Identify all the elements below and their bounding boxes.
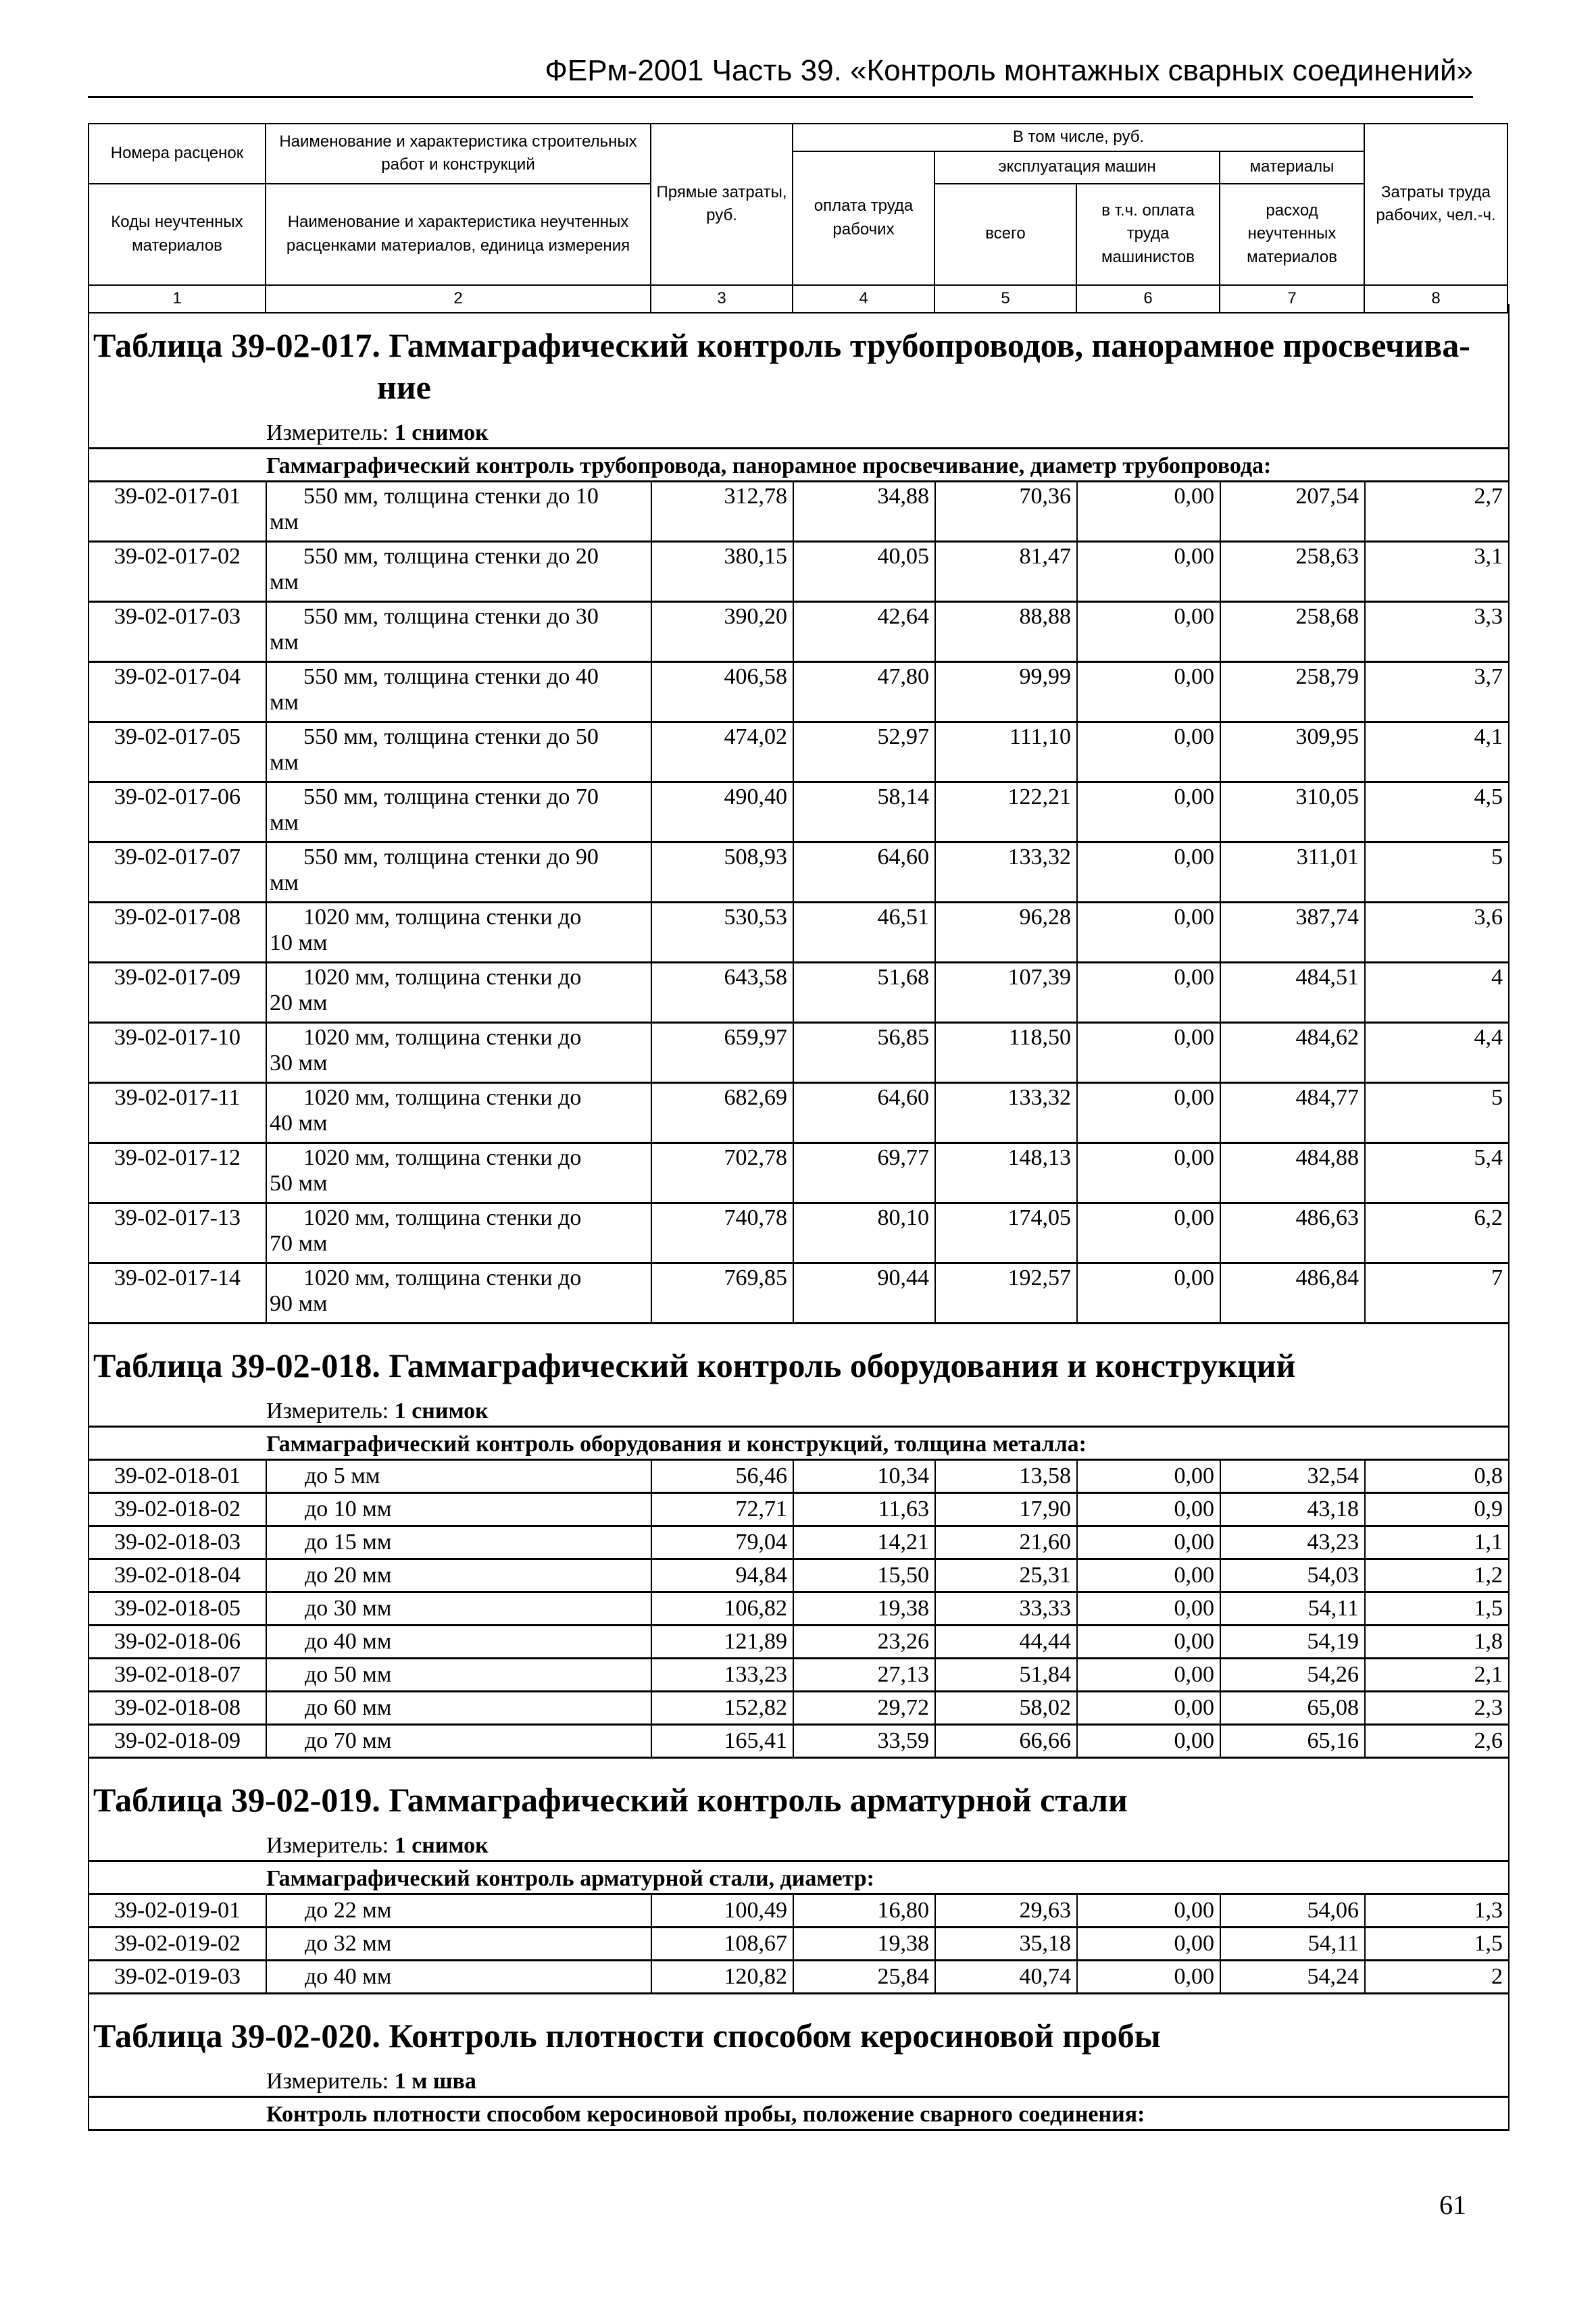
value-hours: 4 (1365, 963, 1508, 1023)
table-row (89, 482, 1508, 542)
table-row (89, 1461, 1508, 1493)
value-labor: 19,38 (793, 1592, 935, 1626)
table-row (89, 542, 1508, 602)
value-mach: 118,50 (935, 1023, 1077, 1083)
value-hours: 1,8 (1365, 1626, 1508, 1659)
value-driver: 0,00 (1077, 963, 1220, 1023)
value-labor: 29,72 (793, 1692, 935, 1725)
work-description: 550 мм, толщина стенки до 20 мм (266, 542, 651, 602)
value-labor: 58,14 (793, 782, 935, 842)
page-number: 61 (1439, 2190, 1466, 2220)
group-heading: Контроль плотности способом керосиновой пробы, положение сварного соединения: (89, 2098, 1508, 2131)
value-hours: 4,5 (1365, 782, 1508, 842)
value-mach: 40,74 (935, 1961, 1077, 1994)
value-direct: 659,97 (651, 1023, 793, 1083)
value-direct: 121,89 (651, 1626, 793, 1659)
value-mach: 192,57 (935, 1263, 1077, 1324)
value-driver: 0,00 (1077, 1559, 1220, 1592)
value-driver: 0,00 (1077, 1526, 1220, 1559)
value-driver: 0,00 (1077, 1143, 1220, 1203)
value-driver: 0,00 (1077, 1626, 1220, 1659)
rate-code: 39-02-018-01 (89, 1461, 266, 1493)
value-mach: 133,32 (935, 842, 1077, 903)
value-labor: 27,13 (793, 1659, 935, 1692)
value-hours: 1,5 (1365, 1592, 1508, 1626)
value-direct: 100,49 (651, 1895, 793, 1928)
value-mat: 484,77 (1220, 1083, 1365, 1143)
header-col4: оплата труда рабочих (793, 151, 934, 285)
table-row (89, 1203, 1508, 1263)
table-row (89, 1143, 1508, 1203)
value-mach: 66,66 (935, 1725, 1077, 1758)
value-labor: 52,97 (793, 722, 935, 782)
value-mach: 96,28 (935, 903, 1077, 963)
header-col2-bottom: Наименование и характеристика неучтенных расценками материалов, единица измерения (266, 184, 651, 285)
group-heading: Гаммаграфический контроль трубопровода, панорамное просвечивание, диаметр трубопровода: (89, 449, 1508, 482)
value-hours: 6,2 (1365, 1203, 1508, 1263)
work-description: до 5 мм (266, 1461, 651, 1493)
value-direct: 312,78 (651, 482, 793, 542)
table-row (89, 1928, 1508, 1961)
value-labor: 19,38 (793, 1928, 935, 1961)
rate-code: 39-02-017-03 (89, 602, 266, 662)
work-description: до 30 мм (266, 1592, 651, 1626)
work-description: 1020 мм, толщина стенки до 70 мм (266, 1203, 651, 1263)
value-driver: 0,00 (1077, 1263, 1220, 1324)
work-description: 1020 мм, толщина стенки до 30 мм (266, 1023, 651, 1083)
header-number: 8 (1364, 285, 1507, 313)
value-mat: 43,23 (1220, 1526, 1365, 1559)
value-driver: 0,00 (1077, 482, 1220, 542)
value-hours: 7 (1365, 1263, 1508, 1324)
value-labor: 16,80 (793, 1895, 935, 1928)
table-39-02-018 (89, 1324, 1508, 1759)
rate-code: 39-02-017-13 (89, 1203, 266, 1263)
value-hours: 3,7 (1365, 662, 1508, 722)
value-mach: 81,47 (935, 542, 1077, 602)
work-description: 550 мм, толщина стенки до 70 мм (266, 782, 651, 842)
rate-code: 39-02-017-14 (89, 1263, 266, 1324)
header-col2-top: Наименование и характеристика строительных работ и конструкций (266, 124, 651, 184)
table-row (89, 1961, 1508, 1994)
value-mach: 29,63 (935, 1895, 1077, 1928)
meter-line: Измеритель: 1 снимок (89, 408, 1508, 449)
header-col1-top: Номера расценок (89, 124, 266, 184)
value-hours: 5 (1365, 1083, 1508, 1143)
value-mach: 174,05 (935, 1203, 1077, 1263)
group-heading: Гаммаграфический контроль арматурной стали, диаметр: (89, 1862, 1508, 1895)
value-driver: 0,00 (1077, 782, 1220, 842)
table-row (89, 782, 1508, 842)
value-labor: 23,26 (793, 1626, 935, 1659)
value-hours: 0,8 (1365, 1461, 1508, 1493)
value-labor: 47,80 (793, 662, 935, 722)
table-row (89, 1263, 1508, 1324)
table-row (89, 1659, 1508, 1692)
header-col7: расход неучтенных материалов (1220, 184, 1364, 285)
table-row (89, 842, 1508, 903)
tables-body (88, 304, 1510, 2131)
header-col1-bottom: Коды неучтенных материалов (89, 184, 266, 285)
value-driver: 0,00 (1077, 602, 1220, 662)
value-direct: 94,84 (651, 1559, 793, 1592)
value-driver: 0,00 (1077, 1493, 1220, 1526)
rates-table (89, 1895, 1508, 1994)
value-driver: 0,00 (1077, 662, 1220, 722)
value-driver: 0,00 (1077, 1083, 1220, 1143)
value-mach: 51,84 (935, 1659, 1077, 1692)
value-hours: 2,3 (1365, 1692, 1508, 1725)
table-row (89, 1692, 1508, 1725)
value-mat: 54,24 (1220, 1961, 1365, 1994)
value-mach: 17,90 (935, 1493, 1077, 1526)
value-direct: 380,15 (651, 542, 793, 602)
value-hours: 2,1 (1365, 1659, 1508, 1692)
value-mat: 32,54 (1220, 1461, 1365, 1493)
value-mach: 122,21 (935, 782, 1077, 842)
table-row (89, 1592, 1508, 1626)
header-number: 3 (651, 285, 793, 313)
table-row (89, 1083, 1508, 1143)
value-mach: 13,58 (935, 1461, 1077, 1493)
rate-code: 39-02-018-07 (89, 1659, 266, 1692)
table-row (89, 662, 1508, 722)
work-description: до 22 мм (266, 1895, 651, 1928)
running-head: ФЕРм-2001 Часть 39. «Контроль монтажных сварных соединений» (88, 54, 1473, 98)
rate-code: 39-02-017-12 (89, 1143, 266, 1203)
rate-code: 39-02-017-07 (89, 842, 266, 903)
value-labor: 42,64 (793, 602, 935, 662)
work-description: 550 мм, толщина стенки до 50 мм (266, 722, 651, 782)
work-description: до 20 мм (266, 1559, 651, 1592)
value-mat: 486,63 (1220, 1203, 1365, 1263)
value-driver: 0,00 (1077, 1461, 1220, 1493)
value-direct: 79,04 (651, 1526, 793, 1559)
value-direct: 508,93 (651, 842, 793, 903)
value-mach: 148,13 (935, 1143, 1077, 1203)
value-mach: 44,44 (935, 1626, 1077, 1659)
value-driver: 0,00 (1077, 722, 1220, 782)
value-mat: 486,84 (1220, 1263, 1365, 1324)
work-description: 1020 мм, толщина стенки до 20 мм (266, 963, 651, 1023)
rate-code: 39-02-017-11 (89, 1083, 266, 1143)
value-driver: 0,00 (1077, 1659, 1220, 1692)
value-hours: 3,1 (1365, 542, 1508, 602)
rate-code: 39-02-018-06 (89, 1626, 266, 1659)
value-labor: 80,10 (793, 1203, 935, 1263)
rate-code: 39-02-018-02 (89, 1493, 266, 1526)
value-direct: 474,02 (651, 722, 793, 782)
value-labor: 46,51 (793, 903, 935, 963)
value-mach: 107,39 (935, 963, 1077, 1023)
value-mat: 65,16 (1220, 1725, 1365, 1758)
value-mat: 54,11 (1220, 1592, 1365, 1626)
column-header-table (88, 123, 1508, 313)
header-group-materials: материалы (1220, 151, 1364, 184)
value-mach: 33,33 (935, 1592, 1077, 1626)
value-mat: 54,06 (1220, 1895, 1365, 1928)
value-direct: 120,82 (651, 1961, 793, 1994)
value-hours: 1,3 (1365, 1895, 1508, 1928)
work-description: до 50 мм (266, 1659, 651, 1692)
value-direct: 152,82 (651, 1692, 793, 1725)
value-hours: 5 (1365, 842, 1508, 903)
rates-table (89, 1461, 1508, 1759)
value-hours: 2,7 (1365, 482, 1508, 542)
value-mach: 88,88 (935, 602, 1077, 662)
table-row (89, 1626, 1508, 1659)
value-hours: 0,9 (1365, 1493, 1508, 1526)
rate-code: 39-02-017-01 (89, 482, 266, 542)
header-col6: в т.ч. оплата труда машинистов (1076, 184, 1220, 285)
value-direct: 530,53 (651, 903, 793, 963)
value-direct: 165,41 (651, 1725, 793, 1758)
table-39-02-020 (89, 1994, 1508, 2131)
value-mach: 35,18 (935, 1928, 1077, 1961)
value-driver: 0,00 (1077, 1961, 1220, 1994)
value-direct: 682,69 (651, 1083, 793, 1143)
value-direct: 72,71 (651, 1493, 793, 1526)
table-row (89, 1493, 1508, 1526)
rate-code: 39-02-017-06 (89, 782, 266, 842)
value-direct: 643,58 (651, 963, 793, 1023)
value-driver: 0,00 (1077, 542, 1220, 602)
header-number: 1 (89, 285, 266, 313)
value-mat: 54,26 (1220, 1659, 1365, 1692)
value-mat: 309,95 (1220, 722, 1365, 782)
table-title: Таблица 39-02-020. Контроль плотности способом керосиновой пробы (93, 2017, 1161, 2055)
rate-code: 39-02-018-04 (89, 1559, 266, 1592)
work-description: до 70 мм (266, 1725, 651, 1758)
value-driver: 0,00 (1077, 1592, 1220, 1626)
header-number: 7 (1220, 285, 1364, 313)
table-title: Таблица 39-02-019. Гаммаграфический контроль арматурной стали (93, 1781, 1128, 1819)
rate-code: 39-02-018-08 (89, 1692, 266, 1725)
value-mat: 54,11 (1220, 1928, 1365, 1961)
work-description: до 32 мм (266, 1928, 651, 1961)
table-row (89, 1895, 1508, 1928)
work-description: 550 мм, толщина стенки до 10 мм (266, 482, 651, 542)
work-description: до 10 мм (266, 1493, 651, 1526)
rate-code: 39-02-019-03 (89, 1961, 266, 1994)
table-row (89, 602, 1508, 662)
value-mach: 133,32 (935, 1083, 1077, 1143)
value-labor: 90,44 (793, 1263, 935, 1324)
table-title: Таблица 39-02-017. Гаммаграфический контроль трубопроводов, панорамное просвечива- ние (93, 326, 1470, 406)
value-mat: 484,88 (1220, 1143, 1365, 1203)
value-hours: 1,5 (1365, 1928, 1508, 1961)
value-mat: 484,51 (1220, 963, 1365, 1023)
value-labor: 14,21 (793, 1526, 935, 1559)
value-hours: 1,2 (1365, 1559, 1508, 1592)
value-labor: 33,59 (793, 1725, 935, 1758)
rate-code: 39-02-017-02 (89, 542, 266, 602)
value-direct: 406,58 (651, 662, 793, 722)
value-labor: 11,63 (793, 1493, 935, 1526)
work-description: 1020 мм, толщина стенки до 50 мм (266, 1143, 651, 1203)
header-col5: всего (934, 184, 1076, 285)
header-group-including: В том числе, руб. (793, 124, 1364, 151)
value-mat: 310,05 (1220, 782, 1365, 842)
work-description: 550 мм, толщина стенки до 30 мм (266, 602, 651, 662)
rate-code: 39-02-018-03 (89, 1526, 266, 1559)
header-number: 2 (266, 285, 651, 313)
group-heading: Гаммаграфический контроль оборудования и конструкций, толщина металла: (89, 1428, 1508, 1461)
meter-line: Измеритель: 1 снимок (89, 1386, 1508, 1428)
table-title: Таблица 39-02-018. Гаммаграфический контроль оборудования и конструкций (93, 1347, 1296, 1384)
value-mat: 207,54 (1220, 482, 1365, 542)
value-direct: 106,82 (651, 1592, 793, 1626)
value-mat: 258,68 (1220, 602, 1365, 662)
header-col3: Прямые затраты, руб. (651, 124, 793, 285)
header-number: 5 (934, 285, 1076, 313)
value-mat: 54,03 (1220, 1559, 1365, 1592)
value-hours: 1,1 (1365, 1526, 1508, 1559)
rate-code: 39-02-017-09 (89, 963, 266, 1023)
work-description: 1020 мм, толщина стенки до 10 мм (266, 903, 651, 963)
value-direct: 490,40 (651, 782, 793, 842)
rate-code: 39-02-017-05 (89, 722, 266, 782)
value-hours: 4,1 (1365, 722, 1508, 782)
value-labor: 15,50 (793, 1559, 935, 1592)
value-mat: 54,19 (1220, 1626, 1365, 1659)
table-row (89, 903, 1508, 963)
value-driver: 0,00 (1077, 1928, 1220, 1961)
work-description: 550 мм, толщина стенки до 40 мм (266, 662, 651, 722)
table-row (89, 1725, 1508, 1758)
value-hours: 3,3 (1365, 602, 1508, 662)
value-driver: 0,00 (1077, 1895, 1220, 1928)
value-mat: 43,18 (1220, 1493, 1365, 1526)
value-mat: 65,08 (1220, 1692, 1365, 1725)
value-driver: 0,00 (1077, 903, 1220, 963)
value-mach: 58,02 (935, 1692, 1077, 1725)
work-description: до 60 мм (266, 1692, 651, 1725)
value-labor: 64,60 (793, 842, 935, 903)
value-hours: 2 (1365, 1961, 1508, 1994)
work-description: до 15 мм (266, 1526, 651, 1559)
value-mach: 111,10 (935, 722, 1077, 782)
header-number: 6 (1076, 285, 1220, 313)
table-row (89, 722, 1508, 782)
header-col8: Затраты труда рабочих, чел.-ч. (1364, 124, 1507, 285)
value-labor: 69,77 (793, 1143, 935, 1203)
value-mach: 99,99 (935, 662, 1077, 722)
value-labor: 25,84 (793, 1961, 935, 1994)
value-mat: 258,79 (1220, 662, 1365, 722)
rate-code: 39-02-018-09 (89, 1725, 266, 1758)
value-driver: 0,00 (1077, 842, 1220, 903)
value-direct: 56,46 (651, 1461, 793, 1493)
rate-code: 39-02-017-08 (89, 903, 266, 963)
value-hours: 4,4 (1365, 1023, 1508, 1083)
value-driver: 0,00 (1077, 1725, 1220, 1758)
rates-table (89, 482, 1508, 1324)
work-description: 1020 мм, толщина стенки до 90 мм (266, 1263, 651, 1324)
rate-code: 39-02-017-10 (89, 1023, 266, 1083)
meter-line: Измеритель: 1 снимок (89, 1821, 1508, 1862)
value-labor: 40,05 (793, 542, 935, 602)
value-labor: 51,68 (793, 963, 935, 1023)
header-group-machines: эксплуатация машин (934, 151, 1220, 184)
value-direct: 133,23 (651, 1659, 793, 1692)
rate-code: 39-02-019-02 (89, 1928, 266, 1961)
value-driver: 0,00 (1077, 1023, 1220, 1083)
table-39-02-019 (89, 1759, 1508, 1994)
value-mat: 484,62 (1220, 1023, 1365, 1083)
work-description: 1020 мм, толщина стенки до 40 мм (266, 1083, 651, 1143)
work-description: до 40 мм (266, 1961, 651, 1994)
value-direct: 740,78 (651, 1203, 793, 1263)
rate-code: 39-02-018-05 (89, 1592, 266, 1626)
rate-code: 39-02-019-01 (89, 1895, 266, 1928)
value-labor: 34,88 (793, 482, 935, 542)
work-description: 550 мм, толщина стенки до 90 мм (266, 842, 651, 903)
value-direct: 702,78 (651, 1143, 793, 1203)
header-number: 4 (793, 285, 934, 313)
work-description: до 40 мм (266, 1626, 651, 1659)
table-row (89, 1526, 1508, 1559)
value-mat: 311,01 (1220, 842, 1365, 903)
value-direct: 108,67 (651, 1928, 793, 1961)
table-row (89, 963, 1508, 1023)
value-mat: 387,74 (1220, 903, 1365, 963)
value-labor: 10,34 (793, 1461, 935, 1493)
value-mach: 25,31 (935, 1559, 1077, 1592)
value-direct: 390,20 (651, 602, 793, 662)
value-direct: 769,85 (651, 1263, 793, 1324)
table-row (89, 1559, 1508, 1592)
table-row (89, 1023, 1508, 1083)
value-hours: 5,4 (1365, 1143, 1508, 1203)
value-hours: 2,6 (1365, 1725, 1508, 1758)
value-labor: 56,85 (793, 1023, 935, 1083)
value-driver: 0,00 (1077, 1203, 1220, 1263)
meter-line: Измеритель: 1 м шва (89, 2057, 1508, 2098)
value-driver: 0,00 (1077, 1692, 1220, 1725)
value-mat: 258,63 (1220, 542, 1365, 602)
value-labor: 64,60 (793, 1083, 935, 1143)
value-mach: 21,60 (935, 1526, 1077, 1559)
rate-code: 39-02-017-04 (89, 662, 266, 722)
table-39-02-017 (89, 304, 1508, 1324)
value-hours: 3,6 (1365, 903, 1508, 963)
value-mach: 70,36 (935, 482, 1077, 542)
